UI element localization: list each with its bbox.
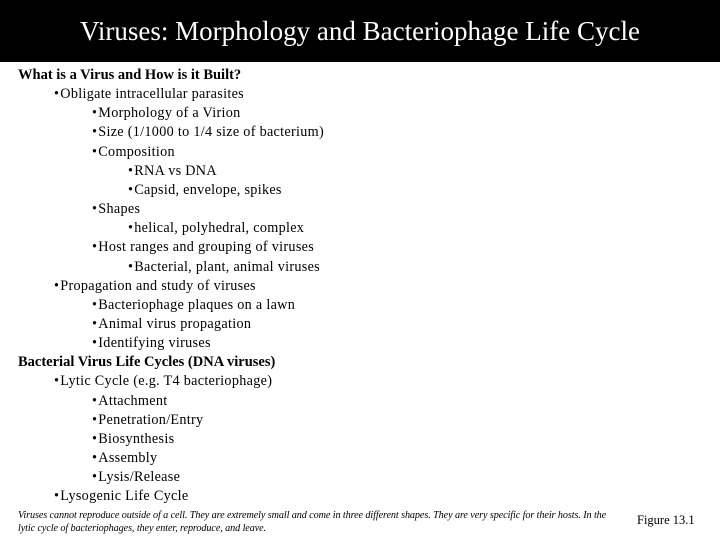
bullet-icon: • bbox=[92, 143, 98, 160]
outline-item bbox=[128, 219, 304, 238]
outline-item-text: Host ranges and grouping of viruses bbox=[98, 239, 315, 256]
bullet-icon: • bbox=[92, 124, 98, 141]
outline-item-text: Bacteriophage plaques on a lawn bbox=[98, 296, 296, 313]
bullet-icon: • bbox=[92, 239, 98, 256]
bullet-icon: • bbox=[92, 296, 98, 313]
title-bar bbox=[0, 0, 720, 62]
outline-item bbox=[54, 277, 256, 296]
outline-item bbox=[92, 392, 167, 411]
section-heading bbox=[18, 353, 275, 372]
bullet-icon: • bbox=[92, 392, 98, 409]
outline-item-text: Lytic Cycle (e.g. T4 bacteriophage) bbox=[60, 373, 273, 390]
outline-item bbox=[128, 162, 217, 181]
outline-item-text: Assembly bbox=[98, 450, 158, 466]
bullet-icon: • bbox=[92, 201, 98, 218]
outline-item-text: helical, polyhedral, complex bbox=[134, 220, 305, 237]
bullet-icon: • bbox=[92, 411, 98, 428]
outline-item-text: Bacterial Virus Life Cycles (DNA viruses) bbox=[18, 354, 276, 371]
figure-label: Figure 13.1 bbox=[637, 513, 695, 527]
outline-item bbox=[54, 487, 188, 506]
bullet-icon: • bbox=[92, 430, 98, 447]
outline-item-text: Animal virus propagation bbox=[98, 315, 252, 332]
outline-item bbox=[92, 200, 140, 219]
outline-item bbox=[92, 468, 180, 487]
bullet-icon: • bbox=[92, 450, 98, 466]
outline-item-text: Lysis/Release bbox=[98, 469, 181, 486]
outline-item-text: What is a Virus and How is it Built? bbox=[18, 67, 242, 83]
outline-item bbox=[92, 104, 241, 123]
outline-item-text: Shapes bbox=[98, 201, 141, 218]
outline-item bbox=[92, 315, 251, 334]
bullet-icon: • bbox=[54, 277, 60, 294]
outline-item bbox=[92, 430, 174, 449]
outline-item-text: Morphology of a Virion bbox=[98, 105, 241, 122]
outline-item-text: Obligate intracellular parasites bbox=[60, 86, 244, 103]
bullet-icon: • bbox=[92, 469, 98, 486]
outline-item-text: Attachment bbox=[98, 392, 168, 409]
speaker-note: Viruses cannot reproduce outside of a cell. They are extremely small and come in three different shapes. They are very specific for their hosts. In the lytic cycle of bacteriophages, they enter, reproduce, and leave. bbox=[18, 510, 607, 534]
outline-item bbox=[54, 372, 272, 391]
outline-item bbox=[128, 258, 320, 277]
outline-item-text: Identifying viruses bbox=[98, 335, 211, 352]
outline-item bbox=[92, 143, 175, 162]
bullet-icon: • bbox=[92, 105, 98, 122]
outline-item-text: Propagation and study of viruses bbox=[60, 277, 256, 294]
outline-item bbox=[92, 238, 314, 257]
outline-item-text: RNA vs DNA bbox=[134, 162, 217, 179]
bullet-icon: • bbox=[128, 258, 134, 275]
bullet-icon: • bbox=[128, 220, 134, 237]
outline-item bbox=[92, 334, 211, 353]
slide-title: Viruses: Morphology and Bacteriophage Life Cycle bbox=[80, 15, 640, 46]
outline-item-text: Biosynthesis bbox=[98, 430, 175, 447]
outline-item bbox=[92, 449, 157, 468]
outline-item-text: Size (1/1000 to 1/4 size of bacterium) bbox=[98, 124, 325, 141]
outline-item-text: Composition bbox=[98, 143, 175, 160]
outline-item bbox=[128, 181, 282, 200]
section-heading bbox=[18, 66, 241, 85]
outline-item bbox=[92, 123, 324, 142]
bullet-icon: • bbox=[128, 162, 134, 179]
bullet-icon: • bbox=[128, 181, 134, 198]
bullet-icon: • bbox=[54, 488, 60, 505]
outline-item bbox=[92, 296, 295, 315]
bullet-icon: • bbox=[54, 86, 60, 103]
outline-item bbox=[92, 411, 203, 430]
outline-item-text: Lysogenic Life Cycle bbox=[60, 488, 189, 505]
outline-item-text: Capsid, envelope, spikes bbox=[134, 181, 282, 198]
outline-item bbox=[54, 85, 244, 104]
outline-item-text: Bacterial, plant, animal viruses bbox=[134, 258, 320, 275]
outline-item-text: Penetration/Entry bbox=[98, 411, 204, 428]
bullet-icon: • bbox=[54, 373, 60, 390]
bullet-icon: • bbox=[92, 315, 98, 332]
bullet-icon: • bbox=[92, 335, 98, 352]
